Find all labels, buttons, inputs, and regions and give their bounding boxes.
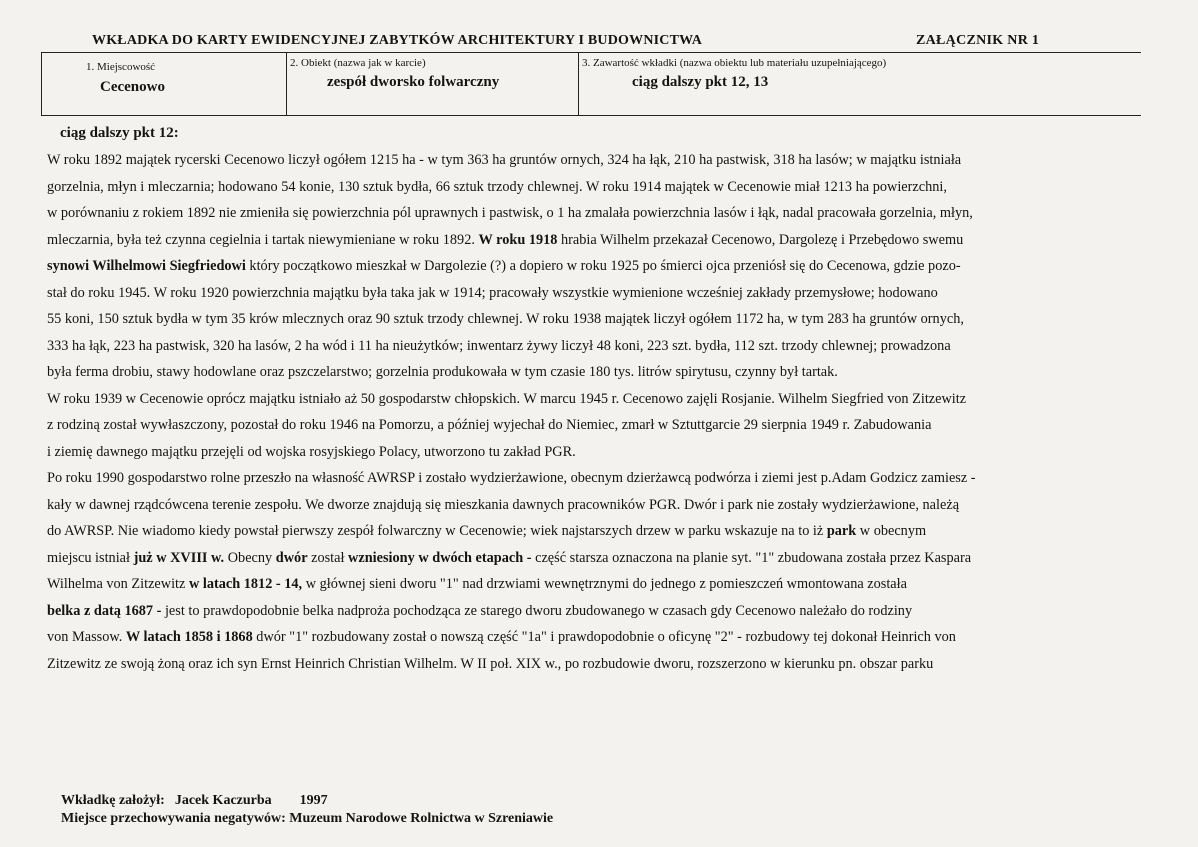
footer-negatives — [61, 811, 553, 827]
locality-label: 1. Miejscowość — [86, 61, 156, 73]
text-line — [47, 333, 1155, 360]
header-left-rule — [41, 52, 42, 115]
author-name: Jacek Kaczurba — [174, 793, 272, 808]
text-line — [47, 465, 1155, 492]
text-segment: część starsza oznaczona na planie syt. "1" zbudowana została przez Kaspara — [531, 549, 972, 566]
text-segment: mleczarnia, była też czynna cegielnia i tartak niewymieniane w roku 1892. — [47, 231, 479, 248]
bold-text: belka z datą 1687 - — [47, 602, 162, 619]
text-segment: Zitzewitz ze swoją żoną oraz ich syn Ernst Heinrich Christian Wilhelm. W II poł. XIX w., po rozbudowie dworu, rozszerzono w kierunku pn. obszar parku — [47, 655, 934, 672]
text-line — [47, 359, 1155, 386]
text-segment: w głównej sieni dworu "1" nad drzwiami wewnętrznymi do jednego z pomieszczeń wmontowana została — [302, 576, 907, 592]
text-line — [47, 624, 1155, 651]
text-line — [47, 227, 1155, 254]
bold-text: W latach 1858 i 1868 — [125, 629, 253, 645]
text-line — [47, 545, 1155, 572]
text-segment: Obecny — [224, 549, 276, 566]
text-line — [47, 492, 1155, 519]
text-line — [47, 439, 1155, 466]
text-segment: Wilhelma von Zitzewitz — [47, 576, 189, 592]
author-year: 1997 — [299, 793, 328, 808]
text-segment: 55 koni, 150 sztuk bydła w tym 35 krów mlecznych oraz 90 sztuk trzody chlewnej. W roku 1938 majątek liczył ogółem 1172 ha, w tym 283 ha gruntów ornych, — [47, 311, 964, 327]
section-heading: ciąg dalszy pkt 12: — [60, 125, 179, 141]
text-line — [47, 174, 1155, 201]
annex-number: ZAŁĄCZNIK NR 1 — [916, 33, 1040, 48]
bold-text: park — [826, 523, 857, 539]
insert-content-label: 3. Zawartość wkładki (nazwa obiektu lub materiału uzupełniającego) — [582, 57, 887, 69]
text-segment: miejscu istniał — [47, 549, 134, 566]
description-text — [47, 147, 1155, 677]
text-segment: z rodziną został wywłaszczony, pozostał do roku 1946 na Pomorzu, a później wyjechał do Niemiec, zmarł w Sztuttgarcie 29 sierpnia 1949 r. Zabudowania — [47, 417, 932, 433]
text-segment: stał do roku 1945. W roku 1920 powierzchnia majątku była taka jak w 1914; pracowały wszystkie wymienione wcześniej zakłady przemysłowe; hodowano — [47, 284, 938, 301]
author-label: Wkładkę założył: — [61, 793, 165, 808]
text-line — [47, 147, 1155, 174]
insert-content-value: ciąg dalszy pkt 12, 13 — [632, 74, 769, 90]
text-line — [47, 412, 1155, 439]
negatives-label: Miejsce przechowywania negatywów: — [61, 811, 286, 826]
text-segment: i ziemię dawnego majątku przejęli od wojska rosyjskiego Polacy, utworzono tu zakład PGR. — [47, 443, 576, 460]
text-segment: kały w dawnej rządcówcena terenie zespołu. We dworze znajdują się mieszkania dawnych pracowników PGR. Dwór i park nie zostały wydzierżawione, należą — [47, 496, 960, 513]
object-value: zespół dworsko folwarczny — [327, 74, 500, 90]
text-segment: dwór "1" rozbudowany został o nowszą część "1a" i prawdopodobnie o oficynę "2" - rozbudowy tej dokonał Heinrich von — [252, 629, 956, 645]
text-line — [47, 200, 1155, 227]
text-line — [47, 598, 1155, 625]
text-segment: von Massow. — [47, 629, 126, 645]
text-segment: Po roku 1990 gospodarstwo rolne przeszło na własność AWRSP i zostało wydzierżawione, obecnym dzierżawcą podwórza i ziemi jest p.Adam Godzicz zamiesz - — [47, 470, 976, 486]
text-segment: hrabia Wilhelm przekazał Cecenowo, Dargolezę i Przebędowo swemu — [557, 231, 964, 248]
text-segment: W roku 1892 majątek rycerski Cecenowo liczył ogółem 1215 ha - w tym 363 ha gruntów ornych, 324 ha łąk, 210 ha pastwisk, 318 ha lasów; w majątku istniała — [47, 152, 962, 168]
text-line — [47, 306, 1155, 333]
text-segment: który początkowo mieszkał w Dargolezie (?) a dopiero w roku 1925 po śmierci ojca przeniósł się do Cecenowa, gdzie pozo- — [245, 258, 961, 274]
object-label: 2. Obiekt (nazwa jak w karcie) — [290, 57, 426, 69]
bold-text: W roku 1918 — [478, 231, 558, 248]
text-segment: został — [307, 549, 349, 566]
text-segment: do AWRSP. Nie wiadomo kiedy powstał pierwszy zespół folwarczny w Cecenowie; wiek najstarszych drzew w parku wskazuje na to iż — [47, 523, 827, 539]
locality-value: Cecenowo — [100, 79, 165, 95]
text-segment: W roku 1939 w Cecenowie oprócz majątku istniało aż 50 gospodarstw chłopskich. W marcu 1945 r. Cecenowo zajęli Rosjanie. Wilhelm Siegfried von Zitzewitz — [47, 390, 967, 407]
negatives-location: Muzeum Narodowe Rolnictwa w Szreniawie — [289, 811, 554, 826]
text-segment: była ferma drobiu, stawy hodowlane oraz pszczelarstwo; gorzelnia produkowała w tym czasie 180 tys. litrów spirytusu, czynny był tartak. — [47, 364, 838, 380]
bold-text: w latach 1812 - 14, — [188, 576, 303, 592]
header-divider-1 — [286, 52, 287, 115]
text-segment: w obecnym — [856, 523, 927, 539]
bold-text: wzniesiony w dwóch etapach - — [348, 549, 532, 566]
text-line — [47, 651, 1155, 678]
text-line — [47, 518, 1155, 545]
text-line — [47, 280, 1155, 307]
header-bottom-rule — [41, 115, 1141, 116]
header-top-rule — [41, 52, 1141, 53]
header-divider-2 — [578, 52, 579, 115]
bold-text: już w XVIII w. — [133, 549, 225, 566]
text-segment: 333 ha łąk, 223 ha pastwisk, 320 ha lasów, 2 ha wód i 11 ha nieużytków; inwentarz żywy liczył 48 koni, 223 szt. bydła, 112 szt. trzody chlewnej; prowadzona — [47, 337, 951, 354]
footer-author — [61, 793, 328, 809]
form-title: WKŁADKA DO KARTY EWIDENCYJNEJ ZABYTKÓW ARCHITEKTURY I BUDOWNICTWA — [92, 33, 703, 48]
text-line — [47, 386, 1155, 413]
bold-text: dwór — [275, 549, 308, 566]
text-line — [47, 253, 1155, 280]
text-segment: gorzelnia, młyn i mleczarnia; hodowano 54 konie, 130 sztuk bydła, 66 sztuk trzody chlewnej. W roku 1914 majątek w Cecenowie miał 1213 ha powierzchni, — [47, 178, 947, 195]
text-line — [47, 571, 1155, 598]
text-segment: jest to prawdopodobnie belka nadproża pochodząca ze starego dworu zbudowanego w czasach gdy Cecenowo należało do rodziny — [161, 602, 913, 619]
bold-text: synowi Wilhelmowi Siegfriedowi — [47, 258, 246, 274]
text-segment: w porównaniu z rokiem 1892 nie zmieniła się powierzchnia pól uprawnych i pastwisk, o 1 ha zmalała powierzchnia lasów i łąk, nadal pracowała gorzelnia, młyn, — [47, 205, 973, 221]
